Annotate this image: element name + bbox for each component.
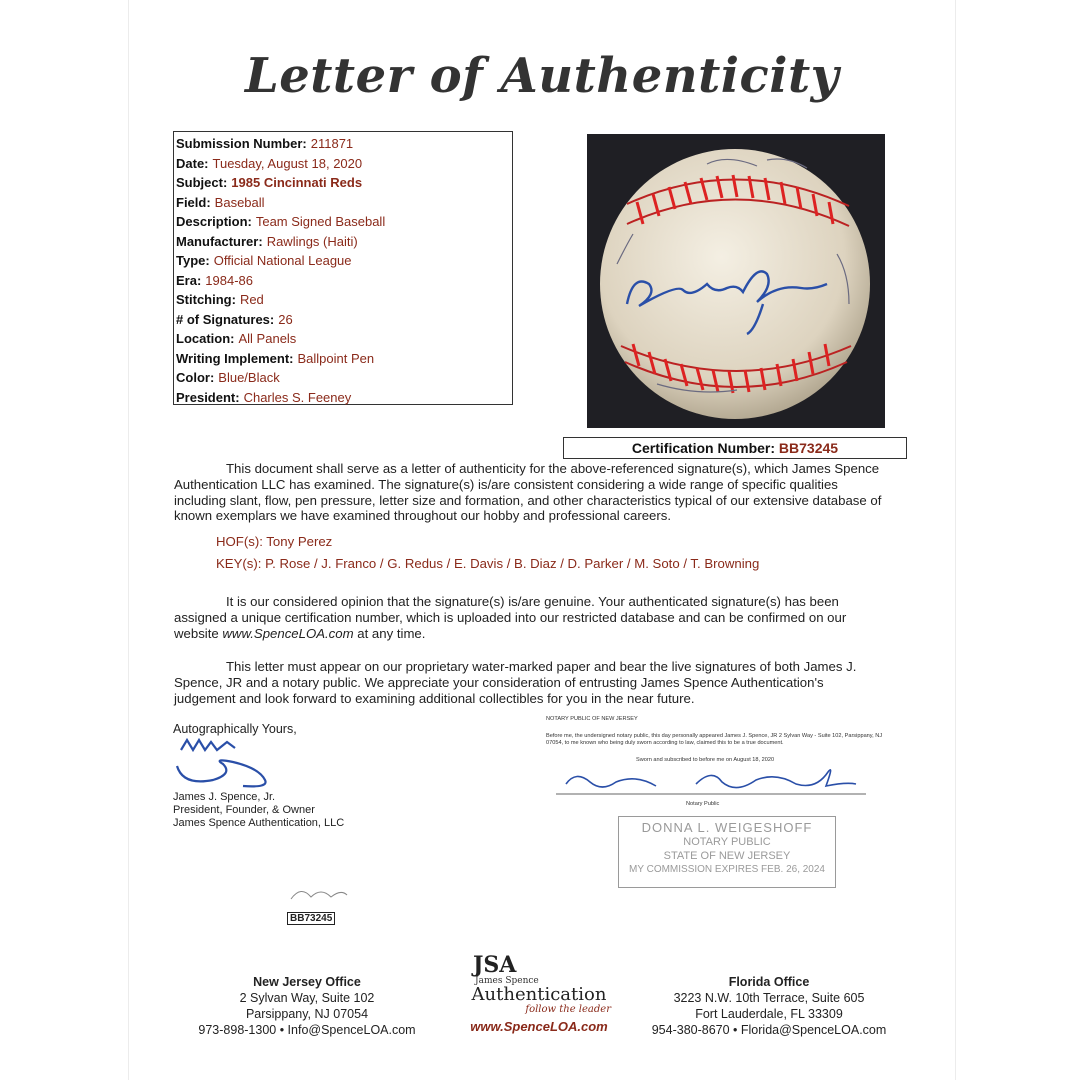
logo-line1: James Spence: [475, 976, 539, 986]
nj-office: [177, 974, 437, 1038]
info-row: [176, 154, 512, 174]
fl-office-heading: Florida Office: [728, 975, 810, 989]
notary-sworn: Sworn and subscribed to before me on August 18, 2020: [636, 757, 775, 763]
nj-office-line2: Parsippany, NJ 07054: [245, 1007, 369, 1021]
notary-line-label: Notary Public: [686, 801, 720, 807]
info-label: Stitching:: [176, 292, 236, 307]
info-value: Blue/Black: [218, 370, 280, 385]
nj-office-line1: 2 Sylvan Way, Suite 102: [239, 991, 375, 1005]
info-row: [176, 368, 512, 388]
stamp-line-2: NOTARY PUBLIC: [683, 836, 771, 848]
info-value: 211871: [310, 136, 354, 151]
stamp-line-3: STATE OF NEW JERSEY: [663, 850, 791, 862]
info-value: Ballpoint Pen: [297, 350, 375, 366]
signed-baseball-photo: [587, 134, 885, 428]
info-label: Location:: [176, 331, 235, 346]
spence-signature: [173, 736, 283, 788]
info-row: [176, 271, 512, 291]
letter-title: Letter of Authenticity: [244, 48, 840, 104]
submission-info-box: [173, 131, 513, 405]
info-value: Team Signed Baseball: [255, 214, 386, 229]
info-value: 1984-86: [205, 272, 254, 288]
hof-line: HOF(s): Tony Perez: [216, 534, 333, 549]
info-row: [176, 212, 512, 232]
info-row: [176, 173, 512, 193]
fl-office-line2: Fort Lauderdale, FL 33309: [695, 1007, 843, 1021]
stamp-line-1: DONNA L. WEIGESHOFF: [641, 820, 813, 835]
key-line: KEY(s): P. Rose / J. Franco / G. Redus / E. Davis / B. Diaz / D. Parker / M. Soto / T. Browning: [216, 556, 760, 571]
nj-office-heading: New Jersey Office: [253, 975, 361, 989]
letter-page: [128, 0, 956, 1080]
notary-heading: NOTARY PUBLIC OF NEW JERSEY: [546, 716, 638, 722]
stamp-line-4: MY COMMISSION EXPIRES FEB. 26, 2024: [629, 864, 825, 875]
notary-block: [546, 716, 896, 808]
paragraph1-text: This document shall serve as a letter of authenticity for the above-referenced signature(s), which James Spence Authentication LLC has examined. The signature(s) is/are consistent considering a wide range of specific qualities including slant, flow, pen pressure, letter size and formation, and other characteristics typical of our extensive database of known exemplars we have examined throughout our hobby and professional careers.: [174, 461, 882, 524]
signoff-role: President, Founder, & Owner: [173, 804, 315, 816]
hologram-icon: [287, 885, 351, 903]
info-value: All Panels: [238, 331, 297, 346]
paragraph-opinion: [174, 594, 886, 641]
info-row: [176, 388, 512, 408]
paragraph-watermark: [174, 659, 886, 706]
certification-number-box: [563, 437, 907, 459]
info-label: Writing Implement:: [176, 350, 294, 366]
info-row: [176, 232, 512, 252]
signoff-closing: Autographically Yours,: [173, 722, 297, 736]
info-value: Baseball: [214, 194, 265, 210]
certification-value: BB73245: [778, 440, 839, 456]
logo-jsa: JSA: [473, 952, 517, 978]
info-label: President:: [176, 389, 240, 405]
info-row: [176, 329, 512, 349]
website-link[interactable]: www.SpenceLOA.com: [222, 625, 354, 641]
info-row: [176, 251, 512, 271]
info-row: [176, 134, 512, 154]
info-value: Red: [239, 292, 264, 307]
paragraph-authenticity: [174, 461, 886, 524]
logo-line2: Authentication: [471, 984, 607, 1005]
info-label: Description:: [176, 214, 252, 229]
hologram-sticker: [287, 885, 351, 926]
info-label: Subject:: [176, 175, 228, 190]
fl-office-line1: 3223 N.W. 10th Terrace, Suite 605: [673, 991, 865, 1005]
info-label: Type:: [176, 253, 210, 268]
info-label: Manufacturer:: [176, 233, 263, 249]
info-row: [176, 349, 512, 369]
certification-label: Certification Number:: [631, 440, 776, 456]
info-label: # of Signatures:: [176, 311, 275, 327]
info-value: Charles S. Feeney: [243, 389, 352, 405]
logo-tagline: follow the leader: [525, 1004, 611, 1015]
info-label: Era:: [176, 272, 202, 288]
info-value: Official National League: [213, 253, 352, 268]
notary-stamp: [618, 816, 836, 888]
info-label: Color:: [176, 370, 215, 385]
paragraph3-text: This letter must appear on our proprietary water-marked paper and bear the live signatures of both James J. Spence, JR and a notary public. We appreciate your consideration of entrusting James Spence Authentication's judgement and look forward to examining additional collectibles for you in the near future.: [174, 659, 857, 706]
fl-office-line3: 954-380-8670 • Florida@SpenceLOA.com: [651, 1023, 887, 1037]
info-value: 26: [278, 311, 293, 327]
info-label: Submission Number:: [176, 136, 307, 151]
paragraph2-start: It is our considered opinion that the signature(s) is/are genuine. Your authenticated signature(s) has been assigned a unique certification number, which is uploaded into our restricted database and can be confirmed on our website: [174, 594, 847, 641]
signoff-name: James J. Spence, Jr.: [173, 791, 276, 803]
paragraph2-end: at any time.: [353, 625, 426, 641]
info-row: [176, 290, 512, 310]
jsa-logo: [449, 954, 629, 1034]
signoff-company: James Spence Authentication, LLC: [173, 817, 345, 829]
notary-body: Before me, the undersigned notary public, this day personally appeared James J. Spence, JR 2 Sylvan Way - Suite 102, Parsippany, NJ 07054, to me known who being duly sworn according to law, claimed this to be a true document.: [546, 733, 883, 746]
info-value: Tuesday, August 18, 2020: [212, 155, 363, 171]
fl-office: [639, 974, 899, 1038]
signoff-block: [173, 722, 344, 829]
info-label: Date:: [176, 155, 209, 171]
info-label: Field:: [176, 194, 211, 210]
logo-url[interactable]: www.SpenceLOA.com: [470, 1019, 608, 1034]
info-value: Rawlings (Haiti): [266, 233, 358, 249]
nj-office-line3: 973-898-1300 • Info@SpenceLOA.com: [198, 1023, 416, 1037]
info-row: [176, 193, 512, 213]
hologram-number: BB73245: [287, 912, 335, 925]
info-row: [176, 310, 512, 330]
info-value: 1985 Cincinnati Reds: [231, 175, 363, 190]
notary-signature: [546, 764, 866, 798]
